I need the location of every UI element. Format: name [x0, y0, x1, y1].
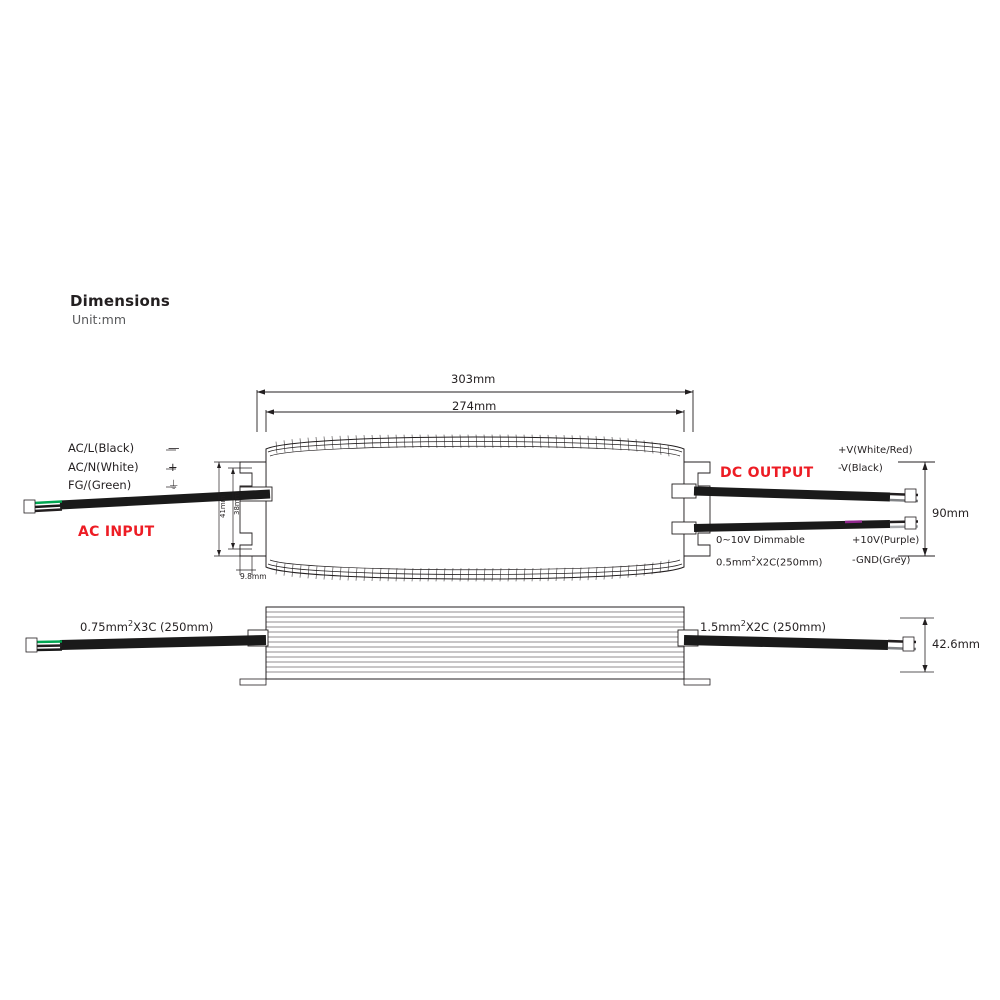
bottom-view [26, 607, 934, 685]
ac-wire-symbol-l: — [168, 441, 180, 455]
unit-label: Unit:mm [72, 312, 127, 327]
output-cable-spec: $1.5mm^2X2C$ (250mm) [700, 619, 827, 634]
dc-output-label: DC OUTPUT [720, 465, 814, 481]
ac-input-label: AC INPUT [78, 524, 155, 540]
dc-output-cable [694, 489, 918, 502]
dim-90-label: 90mm [932, 506, 970, 520]
ac-wire-symbol-fg: ⏚ [168, 478, 180, 492]
ac-wire-label-fg: FG/(Green) [68, 478, 132, 492]
dim-wire-label-plus10v: +10V(Purple) [852, 535, 920, 546]
dim-wire-label-gnd: -GND(Grey) [852, 555, 911, 566]
ac-wire-symbol-n: + [168, 460, 178, 474]
dim-38-label: 38mm [233, 492, 241, 515]
dim-9-8-label: 9.8mm [240, 572, 267, 581]
dc-wire-label-positive: +V(White/Red) [838, 445, 913, 456]
page-title: Dimensions [70, 292, 171, 310]
dimmable-spec: $0.5mm^2X2C(250mm)$ [716, 555, 823, 569]
ac-wire-label-n: AC/N(White) [68, 460, 139, 474]
dim-42-6-label: 42.6mm [932, 637, 981, 651]
dc-wire-label-negative: -V(Black) [838, 463, 883, 474]
dimming-cable [694, 517, 918, 529]
dim-274-label: 274mm [452, 399, 497, 413]
dimmable-title: 0~10V Dimmable [716, 535, 805, 546]
dim-41-label: 41mm [219, 495, 227, 518]
ac-wire-label-l: AC/L(Black) [68, 441, 135, 455]
input-cable-spec: $0.75mm^2X3C$ (250mm) [80, 619, 214, 634]
dim-303-label: 303mm [451, 372, 496, 386]
